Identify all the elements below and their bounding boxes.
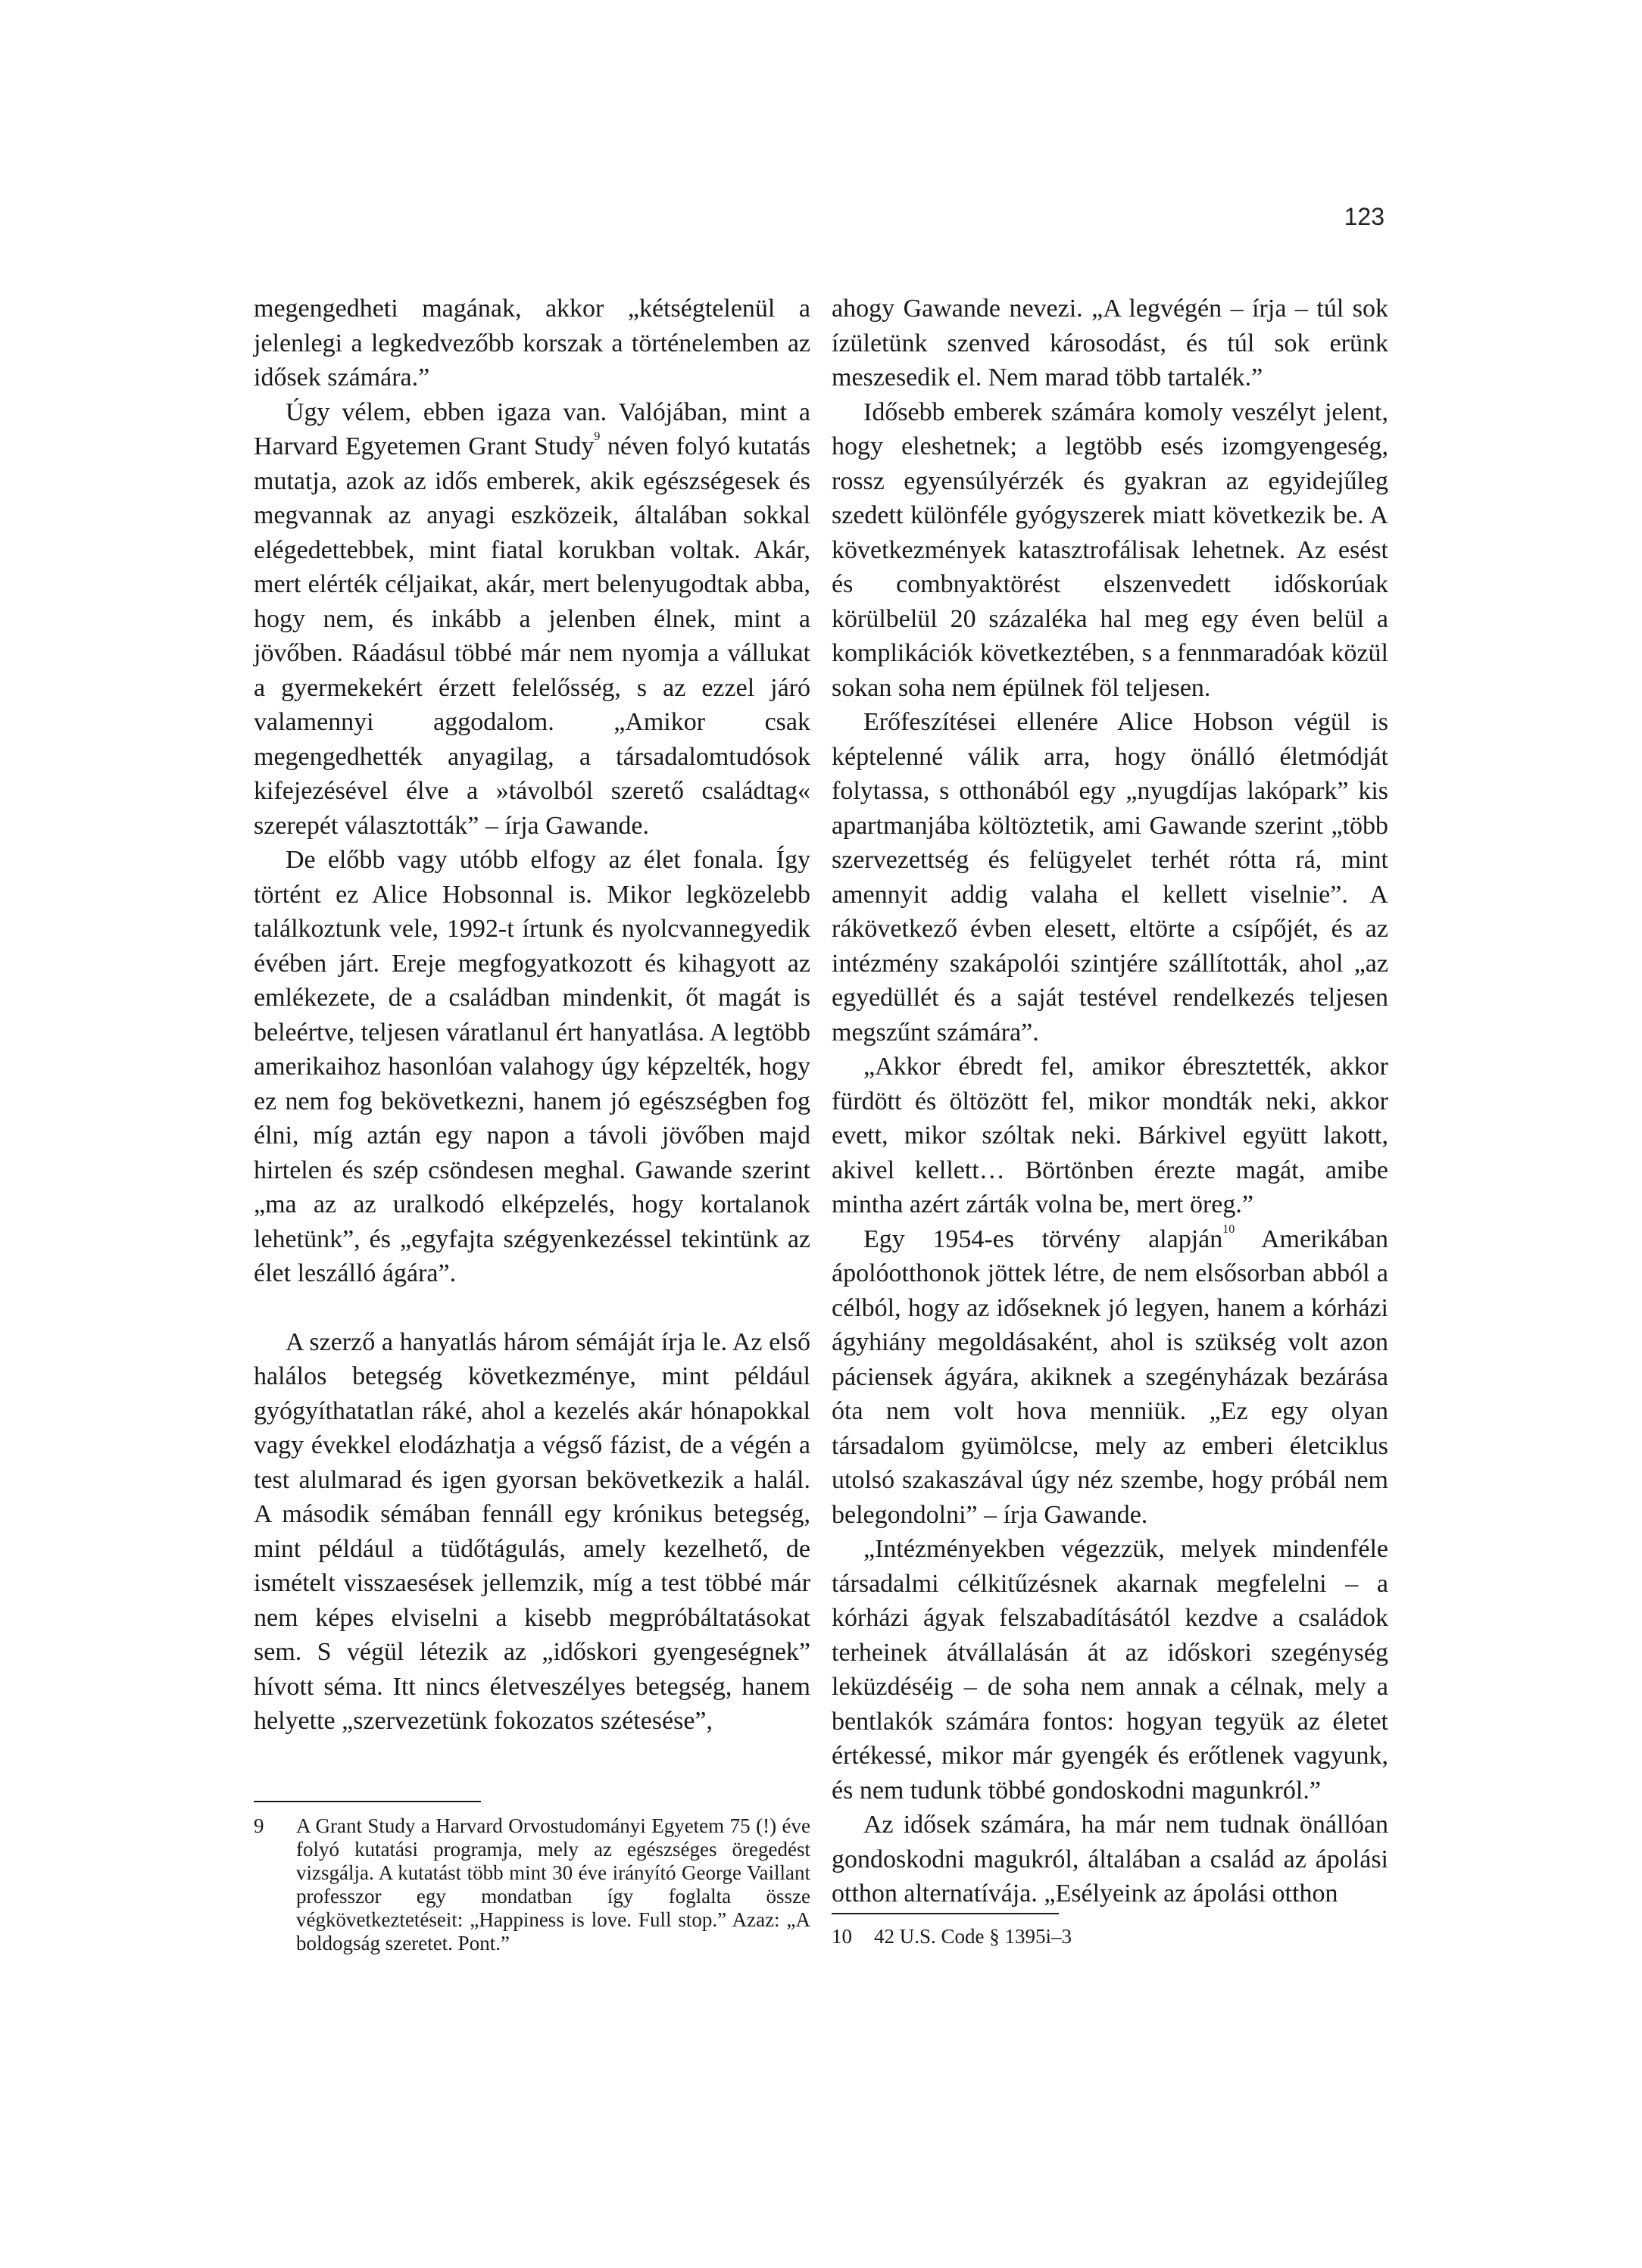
footnote-divider — [832, 1913, 1059, 1914]
footnote-reference[interactable]: 10 — [1222, 1222, 1235, 1236]
paragraph-text: Úgy vélem, ebben igaza van. Valójában, mint a Harvard Egyetemen Grant Study — [254, 398, 810, 460]
footnote-number: 9 — [254, 1814, 264, 1837]
paragraph: „Intézményekben végezzük, melyek mindenféle társadalmi célkitűzésnek akarnak megfelelni – a kórházi ágyak felszabadításától kezdve a családok terheinek átvállalásán át az időskori szegénység leküzdéséig – de soha nem annak a célnak, mely a bentlakók számára fontos: hogyan tegyük az életet értékessé, mikor már gyengék és erőtlenek vagyunk, és nem tudunk többé gondoskodni magunkról.” — [832, 1535, 1388, 1805]
paragraph-text: Egy 1954-es törvény alapján — [863, 1224, 1223, 1253]
paragraph — [832, 1222, 1388, 1533]
footnote — [254, 1814, 810, 1955]
footnote — [832, 1925, 1388, 1948]
paragraph: ahogy Gawande nevezi. „A legvégén – írja – túl sok ízületünk szenved károsodást, és túl sok erünk meszesedik el. Nem marad több tartalék.” — [832, 295, 1388, 392]
footnote-number: 10 — [832, 1925, 852, 1948]
left-column — [254, 292, 810, 1739]
right-column — [832, 292, 1388, 1911]
paragraph: megengedheti magának, akkor „kétségtelenül a jelenlegi a legkedvezőbb korszak a történelemben az idősek számára.” — [254, 295, 810, 392]
paragraph: Idősebb emberek számára komoly veszélyt jelent, hogy eleshetnek; a legtöbb esés izomgyengeség, rossz egyensúlyérzék és gyakran az egyidejűleg szedett különféle gyógyszerek miatt következik be. A következmények katasztrofálisak lehetnek. Az esést és combnyaktörést elszenvedett időskorúak körülbelül 20 százaléka hal meg egy éven belül a komplikációk következtében, s a fennmaradóak közül sokan soha nem épülnek föl teljesen. — [832, 398, 1388, 702]
paragraph-text: Amerikában ápolóotthonok jöttek létre, de nem elsősorban abból a célból, hogy az időseknek jó legyen, hanem a kórházi ágyhiány megoldásaként, ahol is szükség volt azon páciensek ágyára, akiknek a szegényházak bezárása óta nem volt hova menniük. „Ez egy olyan társadalom gyümölcse, mely az emberi életciklus utolsó szakaszával úgy néz szembe, hogy próbál nem belegondolni” – írja Gawande. — [832, 1224, 1388, 1529]
page-number: 123 — [1344, 203, 1384, 230]
paragraph-text: néven folyó kutatás mutatja, azok az idős emberek, akik egészségesek és megvannak az anyagi eszközeik, általában sokkal elégedettebbek, mint fiatal korukban voltak. Akár, mert elérték céljaikat, akár, mert belenyugodtak abba, hogy nem, és inkább a jelenben élnek, mint a jövőben. Ráadásul többé már nem nyomja a vállukat a gyermekekért érzett felelősség, s az ezzel járó valamennyi aggodalom. „Amikor csak megengedhették anyagilag, a társadalomtudósok kifejezésével élve a »távolból szerető családtag« szerepét választották” – írja Gawande. — [254, 432, 810, 840]
footnote-reference[interactable]: 9 — [594, 430, 601, 443]
footnote-text: 42 U.S. Code § 1395i–3 — [874, 1925, 1072, 1948]
footnote-divider — [254, 1801, 481, 1802]
paragraph: A szerző a hanyatlás három sémáját írja le. Az első halálos betegség következménye, mint például gyógyíthatatlan ráké, ahol a kezelés akár hónapokkal vagy évekkel elodázhatja a végső fázist, de a végén a test alulmarad és igen gyorsan bekövetkezik a halál. A második sémában fennáll egy krónikus betegség, mint például a tüdőtágulás, amely kezelhető, de ismételt visszaesések jellemzik, míg a test többé már nem képes elviselni a kisebb megpróbáltatásokat sem. S végül létezik az „időskori gyengeségnek” hívott séma. Itt nincs életveszélyes betegség, hanem helyette „szervezetünk fokozatos szétesése”, — [254, 1327, 810, 1735]
footnote-text: A Grant Study a Harvard Orvostudományi Egyetem 75 (!) éve folyó kutatási programja, mely az egészséges öregedést vizsgálja. A kutatást több mint 30 éve irányító George Vaillant professzor egy mondatban így foglalta össze végkövetkeztetéseit: „Happiness is love. Full stop.” Azaz: „A boldogság szeretet. Pont.” — [296, 1814, 810, 1954]
paragraph: Erőfeszítései ellenére Alice Hobson végül is képtelenné válik arra, hogy önálló életmódját folytassa, s otthonából egy „nyugdíjas lakópark” kis apartmanjába költöztetik, ami Gawande szerint „több szervezettség és felügyelet terhét rótta rá, mint amennyit addig valaha el kellett viselnie”. A rákövetkező évben elesett, eltörte a csípőjét, és az intézmény szakápolói szintjére szállították, ahol „az egyedüllét és a saját testével rendelkezés teljesen megszűnt számára”. — [832, 708, 1388, 1047]
paragraph: De előbb vagy utóbb elfogy az élet fonala. Így történt ez Alice Hobsonnal is. Mikor legközelebb találkoztunk vele, 1992-t írtunk és nyolcvannegyedik évében járt. Ereje megfogyatkozott és kihagyott az emlékezete, de a családban mindenkit, őt magát is beleértve, teljesen váratlanul ért hanyatlása. A legtöbb amerikaihoz hasonlóan valahogy úgy képzelték, hogy ez nem fog bekövetkezni, hanem jó egészségben fog élni, míg aztán egy napon a távoli jövőben majd hirtelen és szép csöndesen meghal. Gawande szerint „ma az az uralkodó elképzelés, hogy kortalanok lehetünk”, és „egyfajta szégyenkezéssel tekintünk az élet leszálló ágára”. — [254, 846, 810, 1287]
paragraph: Az idősek számára, ha már nem tudnak önállóan gondoskodni magukról, általában a család az ápolási otthon alternatívája. „Esélyeink az ápolási otthon — [832, 1811, 1388, 1908]
paragraph — [254, 395, 810, 844]
paragraph: „Akkor ébredt fel, amikor ébresztették, akkor fürdött és öltözött fel, mikor mondták neki, akkor evett, mikor szóltak neki. Bárkivel együtt lakott, akivel kellett… Börtönben érezte magát, amibe mintha azért zárták volna be, mert öreg.” — [832, 1053, 1388, 1218]
